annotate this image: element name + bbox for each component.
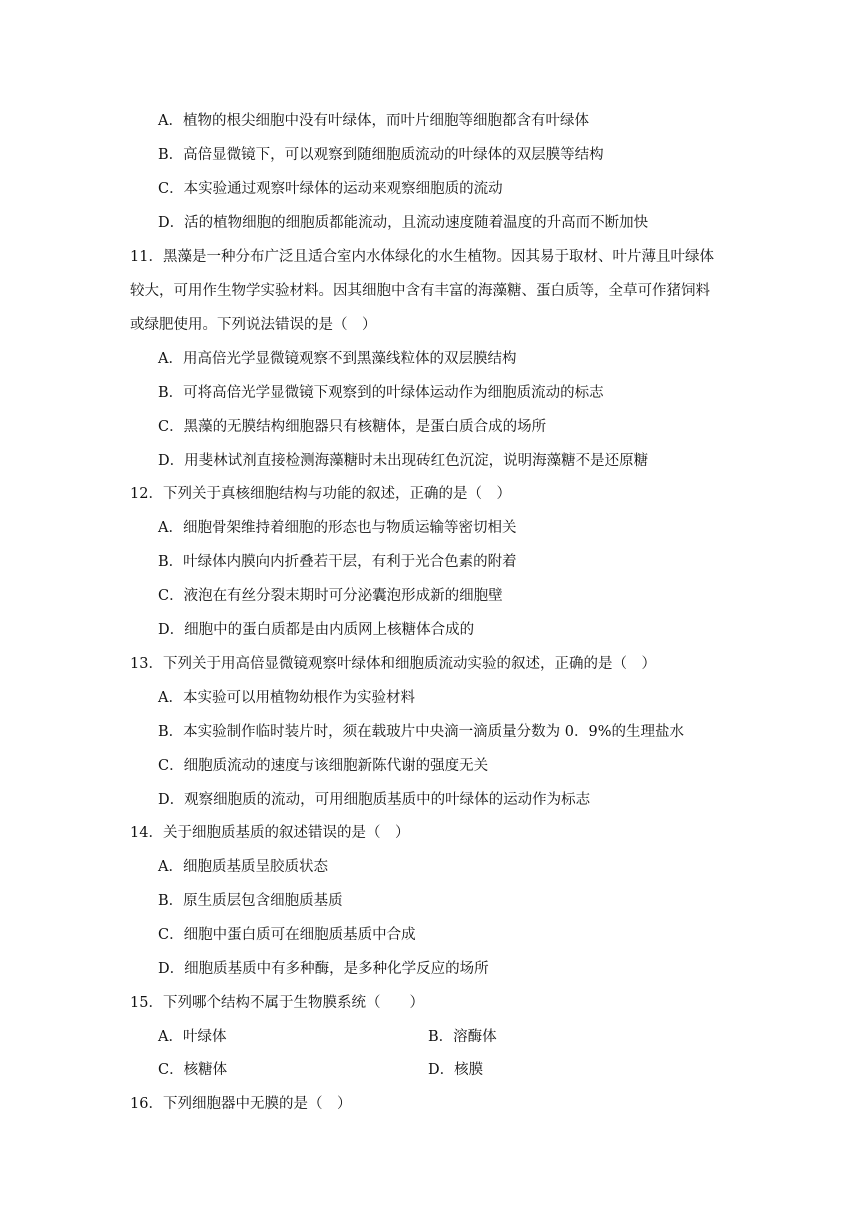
q13-stem: 13．下列关于用高倍显微镜观察叶绿体和细胞质流动实验的叙述，正确的是（ ） <box>130 656 656 672</box>
q12-option-c: C．液泡在有丝分裂末期时可分泌囊泡形成新的细胞壁 <box>158 588 503 604</box>
q14-stem: 14．关于细胞质基质的叙述错误的是（ ） <box>130 825 410 841</box>
q11-option-d: D．用斐林试剂直接检测海藻糖时未出现砖红色沉淀，说明海藻糖不是还原糖 <box>158 453 649 469</box>
q11-stem-line-3: 或绿肥使用。下列说法错误的是（ ） <box>130 317 377 333</box>
q11-option-b: B．可将高倍光学显微镜下观察到的叶绿体运动作为细胞质流动的标志 <box>158 385 604 401</box>
q15-option-d: D．核膜 <box>428 1062 484 1078</box>
q15-option-a: A．叶绿体 <box>158 1029 227 1045</box>
q11-stem-line-2: 较大，可用作生物学实验材料。因其细胞中含有丰富的海藻糖、蛋白质等，全草可作猪饲料 <box>130 283 710 299</box>
q10-option-b: B．高倍显微镜下，可以观察到随细胞质流动的叶绿体的双层膜等结构 <box>158 147 604 163</box>
q10-option-c: C．本实验通过观察叶绿体的运动来观察细胞质的流动 <box>158 181 503 197</box>
q13-option-a: A．本实验可以用植物幼根作为实验材料 <box>158 690 415 706</box>
q13-option-c: C．细胞质流动的速度与该细胞新陈代谢的强度无关 <box>158 758 489 774</box>
q14-option-c: C．细胞中蛋白质可在细胞质基质中合成 <box>158 927 416 943</box>
q16-stem: 16．下列细胞器中无膜的是（ ） <box>130 1096 352 1112</box>
q12-option-a: A．细胞骨架维持着细胞的形态也与物质运输等密切相关 <box>158 520 517 536</box>
q15-option-c: C．核糖体 <box>158 1062 228 1078</box>
q14-option-b: B．原生质层包含细胞质基质 <box>158 893 343 909</box>
q14-option-d: D．细胞质基质中有多种酶，是多种化学反应的场所 <box>158 961 489 977</box>
q14-option-a: A．细胞质基质呈胶质状态 <box>158 859 328 875</box>
q12-stem: 12．下列关于真核细胞结构与功能的叙述，正确的是（ ） <box>130 486 511 502</box>
q13-option-d: D．观察细胞质的流动，可用细胞质基质中的叶绿体的运动作为标志 <box>158 792 591 808</box>
q15-option-b: B．溶酶体 <box>428 1029 497 1045</box>
q12-option-b: B．叶绿体内膜向内折叠若干层，有利于光合色素的附着 <box>158 554 517 570</box>
q10-option-d: D．活的植物细胞的细胞质都能流动，且流动速度随着温度的升高而不断加快 <box>158 215 649 231</box>
q11-option-c: C．黑藻的无膜结构细胞器只有核糖体，是蛋白质合成的场所 <box>158 419 547 435</box>
q11-option-a: A．用高倍光学显微镜观察不到黑藻线粒体的双层膜结构 <box>158 351 517 367</box>
q12-option-d: D．细胞中的蛋白质都是由内质网上核糖体合成的 <box>158 622 475 638</box>
q10-option-a: A．植物的根尖细胞中没有叶绿体，而叶片细胞等细胞都含有叶绿体 <box>158 113 589 129</box>
q15-stem: 15．下列哪个结构不属于生物膜系统（ ） <box>130 995 424 1011</box>
q13-option-b: B．本实验制作临时装片时，须在载玻片中央滴一滴质量分数为 0．9%的生理盐水 <box>158 724 684 740</box>
q11-stem-line-1: 11．黑藻是一种分布广泛且适合室内水体绿化的水生植物。因其易于取材、叶片薄且叶绿体 <box>130 249 714 265</box>
